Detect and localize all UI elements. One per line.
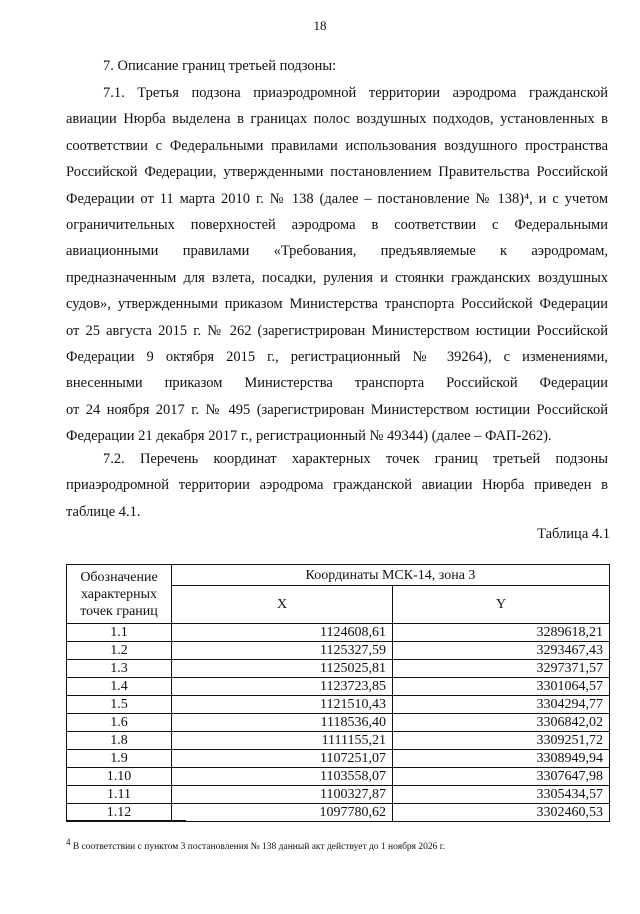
cell-x: 1124608,61 xyxy=(172,624,393,642)
table-row xyxy=(67,678,610,696)
footnote-text: В соответствии с пунктом 3 постановления № 138 данный акт действует до 1 ноября 2026 г. xyxy=(72,842,445,853)
table-row xyxy=(67,624,610,642)
text-line: от 24 ноября 2017 г. № 495 (зарегистрирован Министерством юстиции Российской xyxy=(66,401,608,418)
cell-point-id: 1.2 xyxy=(67,642,172,660)
cell-point-id: 1.4 xyxy=(67,678,172,696)
text-line: Российской Федерации, утвержденными постановлением Правительства Российской xyxy=(66,164,608,181)
table-row xyxy=(67,768,610,786)
cell-point-id: 1.12 xyxy=(67,804,172,822)
text-line: авиации Нюрба выделена в границах полос воздушных подходов, установленных в xyxy=(66,111,608,128)
cell-x: 1097780,62 xyxy=(172,804,393,822)
cell-point-id: 1.5 xyxy=(67,696,172,714)
cell-point-id: 1.8 xyxy=(67,732,172,750)
table-caption: Таблица 4.1 xyxy=(537,526,610,542)
cell-y: 3306842,02 xyxy=(393,714,610,732)
cell-x: 1118536,40 xyxy=(172,714,393,732)
table-row xyxy=(67,804,610,822)
cell-point-id: 1.10 xyxy=(67,768,172,786)
cell-x: 1121510,43 xyxy=(172,696,393,714)
header-y: Y xyxy=(393,586,610,624)
text-line: судов», утвержденными приказом Министерства транспорта Российской Федерации xyxy=(66,296,608,313)
cell-point-id: 1.6 xyxy=(67,714,172,732)
table-row xyxy=(67,714,610,732)
footnote-divider xyxy=(66,820,186,821)
header-x: X xyxy=(172,586,393,624)
table-row xyxy=(67,642,610,660)
cell-point-id: 1.3 xyxy=(67,660,172,678)
text-line: Федерации от 11 марта 2010 г. № 138 (далее – постановление № 138)⁴, и с учетом xyxy=(66,190,608,207)
cell-y: 3297371,57 xyxy=(393,660,610,678)
cell-y: 3309251,72 xyxy=(393,732,610,750)
cell-y: 3293467,43 xyxy=(393,642,610,660)
text-line: 7.2. Перечень координат характерных точек границ третьей подзоны xyxy=(103,451,608,467)
cell-y: 3308949,94 xyxy=(393,750,610,768)
table-row xyxy=(67,660,610,678)
table-row xyxy=(67,750,610,768)
text-line: ограничительных поверхностей аэродрома в соответствии с Федеральными xyxy=(66,216,608,233)
footnote-mark: 4 xyxy=(66,837,71,847)
text-line: Федерации 9 октября 2015 г., регистрационный № 39264), с изменениями, xyxy=(66,348,608,365)
cell-y: 3305434,57 xyxy=(393,786,610,804)
cell-x: 1125327,59 xyxy=(172,642,393,660)
table-row xyxy=(67,696,610,714)
cell-y: 3304294,77 xyxy=(393,696,610,714)
cell-x: 1123723,85 xyxy=(172,678,393,696)
page-number: 18 xyxy=(313,18,327,33)
cell-x: 1125025,81 xyxy=(172,660,393,678)
cell-point-id: 1.1 xyxy=(67,624,172,642)
cell-point-id: 1.9 xyxy=(67,750,172,768)
header-coordinates-group: Координаты МСК-14, зона 3 xyxy=(172,565,610,586)
table-row xyxy=(67,732,610,750)
text-line: Федерации 21 декабря 2017 г., регистрационный № 49344) (далее – ФАП-262). xyxy=(66,428,552,445)
coordinates-table xyxy=(66,564,610,822)
header-point-id: Обозначение характерных точек границ xyxy=(67,565,172,624)
text-line: авиационными правилами «Требования, предъявляемые к аэродромам, xyxy=(66,243,608,260)
cell-x: 1100327,87 xyxy=(172,786,393,804)
footnote xyxy=(66,837,445,853)
cell-y: 3307647,98 xyxy=(393,768,610,786)
text-line: от 25 августа 2015 г. № 262 (зарегистрирован Министерством юстиции Российской xyxy=(66,322,608,339)
cell-y: 3301064,57 xyxy=(393,678,610,696)
text-line: приаэродромной территории аэродрома гражданской авиации Нюрба приведен в xyxy=(66,477,608,494)
table-row xyxy=(67,786,610,804)
paragraph-7-2 xyxy=(66,446,608,525)
cell-x: 1111155,21 xyxy=(172,732,393,750)
cell-x: 1103558,07 xyxy=(172,768,393,786)
section-heading: 7. Описание границ третьей подзоны: xyxy=(103,58,337,74)
text-line: 7.1. Третья подзона приаэродромной территории аэродрома гражданской xyxy=(103,85,608,101)
text-line: внесенными приказом Министерства транспорта Российской Федерации xyxy=(66,375,608,392)
text-line: предназначенным для взлета, посадки, руления и стоянки гражданских воздушных xyxy=(66,269,608,286)
cell-y: 3302460,53 xyxy=(393,804,610,822)
cell-point-id: 1.11 xyxy=(67,786,172,804)
text-line: таблице 4.1. xyxy=(66,503,141,520)
cell-x: 1107251,07 xyxy=(172,750,393,768)
text-line: соответствии с Федеральными правилами использования воздушного пространства xyxy=(66,137,608,154)
paragraph-7-1 xyxy=(66,80,608,449)
cell-y: 3289618,21 xyxy=(393,624,610,642)
